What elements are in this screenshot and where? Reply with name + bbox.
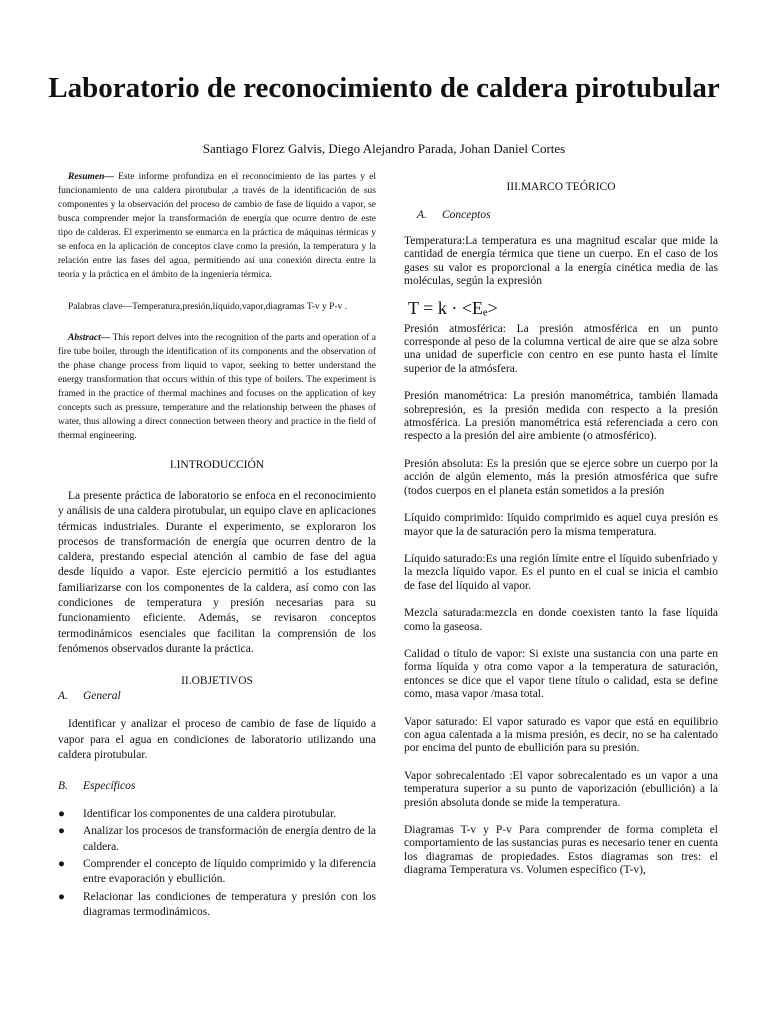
subsection-especificos bbox=[58, 779, 376, 794]
resumen-label: Resumen— bbox=[68, 172, 114, 182]
paragraph-presion-absoluta: Presión absoluta: Es la presión que se ejerce sobre un cuerpo por la acción de algún elemento, más la presión atmosférica que sufre (todos cuerpos en el planeta están sometidos a la presión bbox=[404, 457, 718, 497]
section-heading-objetivos: II.OBJETIVOS bbox=[181, 675, 253, 688]
bullet-icon: ● bbox=[58, 890, 65, 903]
right-column bbox=[404, 168, 718, 878]
subsection-number: A. bbox=[417, 209, 427, 221]
list-item: ● Comprender el concepto de líquido comprimido y la diferencia entre evaporación y ebullición. bbox=[58, 858, 376, 886]
subsection-number: A. bbox=[58, 690, 68, 703]
section-heading-intro: I.INTRODUCCIÓN bbox=[169, 459, 265, 471]
subsection-conceptos bbox=[404, 208, 718, 223]
subsection-number: B. bbox=[58, 780, 68, 793]
resumen-text: Este informe profundiza en el reconocimiento de las partes y el funcionamiento de una caldera pirotubular ,a través de la identificación de sus componentes y la observación del proceso de cambio de fase de líquido a vapor, se busca comprender mejor la transformación de energía que ocurre dentro de este tipo de calderas. El experimento se enmarca en la práctica de máquinas térmicas y se enfoca en la aplicación de conceptos clave como la presión, la temperatura y la relación entre las fases del agua, permitiendo así una conexión directa entre la teoría y la práctica en el ámbito de la ingeniería térmica. bbox=[58, 172, 376, 280]
paragraph-presion-manometrica: Presión manométrica: La presión manométrica, también llamada sobrepresión, es la presión medida con respecto a la presión atmosférica. La presión manométrica está referenciada a cero con respecto a la presión del aire ambiente (o atmosférico). bbox=[404, 390, 718, 443]
paragraph-vapor-sobrecalentado: Vapor sobrecalentado :El vapor sobrecalentado es un vapor a una temperatura superior a su punto de vaporización (ebullición) a la presión absoluta donde se mide la temperatura. bbox=[404, 769, 718, 809]
section-heading-marco: III.MARCO TEÓRICO bbox=[506, 181, 616, 193]
keywords: Palabras clave—Temperatura,presión,líquido,vapor,diagramas T-v y P-v . bbox=[68, 302, 348, 312]
subsection-general bbox=[58, 689, 376, 704]
paragraph-calidad: Calidad o título de vapor: Si existe una sustancia con una parte en forma líquida y otra como vapor a la temperatura de saturación, entonces se dice que el vapor tiene título o calidad, esta se define como, masa vapor /masa total. bbox=[404, 647, 718, 701]
abstract-label: Abstract— bbox=[68, 333, 111, 343]
objetivos-list bbox=[58, 807, 376, 920]
list-item: ● Relacionar las condiciones de temperatura y presión con los diagramas termodinámicos. bbox=[58, 890, 376, 918]
list-item: ● Identificar los componentes de una caldera pirotubular. bbox=[58, 807, 376, 822]
abstract-text: This report delves into the recognition of the parts and operation of a fire tube boiler, through the identification of its components and the observation of the phase change process from liquid to vapor, seeking to better understand the energy transformation that occurs within of this type of boilers. The experiment is framed in the practice of thermal machines and focuses on the application of key concepts such as pressure, temperature and the relationship between the phases of water, thus allowing a direct connection between theory and practice in the field of thermal engineering. bbox=[58, 333, 376, 441]
bullet-icon: ● bbox=[58, 858, 65, 871]
authors: Santiago Florez Galvis, Diego Alejandro Parada, Johan Daniel Cortes bbox=[202, 141, 566, 156]
paragraph-diagramas: Diagramas T-v y P-v Para comprender de forma completa el comportamiento de las sustancias puras es necesario tener en cuenta los diagramas de propiedades. Estos diagramas son tres: el diagrama Temperatura vs. Volumen específico (T-v), bbox=[404, 824, 718, 877]
paragraph-temperatura: Temperatura:La temperatura es una magnitud escalar que mide la cantidad de energía térmica que tiene un cuerpo. En el caso de los gases su valor es proporcional a la energía cinética media de las moléculas, según la expresión bbox=[404, 235, 718, 288]
subsection-label: Específicos bbox=[83, 780, 136, 793]
abstract bbox=[58, 331, 376, 443]
list-item: ● Analizar los procesos de transformación de energía dentro de la caldera. bbox=[58, 825, 376, 853]
bullet-icon: ● bbox=[58, 825, 65, 838]
paragraph-liquido-comprimido: Líquido comprimido: líquido comprimido es aquel cuya presión es mayor que la de saturación pero la misma temperatura. bbox=[404, 512, 718, 538]
paragraph-liquido-saturado: Líquido saturado:Es una región límite entre el líquido subenfriado y la mezcla líquido vapor. Es el punto en el cual se inicia el cambio de fase del líquido al vapor. bbox=[404, 552, 718, 592]
bullet-icon: ● bbox=[58, 808, 65, 821]
subsection-label: General bbox=[83, 690, 121, 703]
paragraph-mezcla-saturada: Mezcla saturada:mezcla en donde coexisten tanto la fase líquida como la gaseosa. bbox=[404, 607, 718, 633]
paragraph-presion-atmosferica: Presión atmosférica: La presión atmosférica en un punto corresponde al peso de la columna vertical de aire que se alza sobre una unidad de superficie con centro en ese punto hasta el límite superior de la atmósfera. bbox=[404, 322, 718, 375]
left-column bbox=[58, 168, 376, 922]
resumen bbox=[58, 170, 376, 282]
intro-paragraph: La presente práctica de laboratorio se enfoca en el reconocimiento y análisis de una caldera pirotubular, un equipo clave en aplicaciones térmicas industriales. Durante el experimento, se exploraron los procesos de transformación de energía que ocurren dentro de la caldera, prestando especial atención al cambio de fase del agua desde líquido a vapor. Este ejercicio permitió a los estudiantes familiarizarse con los componentes de la caldera, así como con las condiciones de temperatura y presión necesarias para su funcionamiento eficiente. Además, se revisaron conceptos termodinámicos esenciales que facilitan la comprensión de los fenómenos observados durante la práctica. bbox=[58, 490, 376, 655]
paper-title: Laboratorio de reconocimiento de caldera pirotubular bbox=[48, 72, 720, 104]
objetivo-general: Identificar y analizar el proceso de cambio de fase de líquido a vapor para el agua en condiciones de laboratorio utilizando una caldera pirotubular. bbox=[58, 718, 376, 761]
formula: T = k · <Eₑ> bbox=[408, 297, 498, 318]
subsection-label: Conceptos bbox=[442, 209, 491, 221]
paragraph-vapor-saturado: Vapor saturado: El vapor saturado es vapor que está en equilibrio con agua calentada a la misma presión, es decir, no se ha calentado por encima del punto de ebullición para su presión. bbox=[404, 715, 718, 755]
